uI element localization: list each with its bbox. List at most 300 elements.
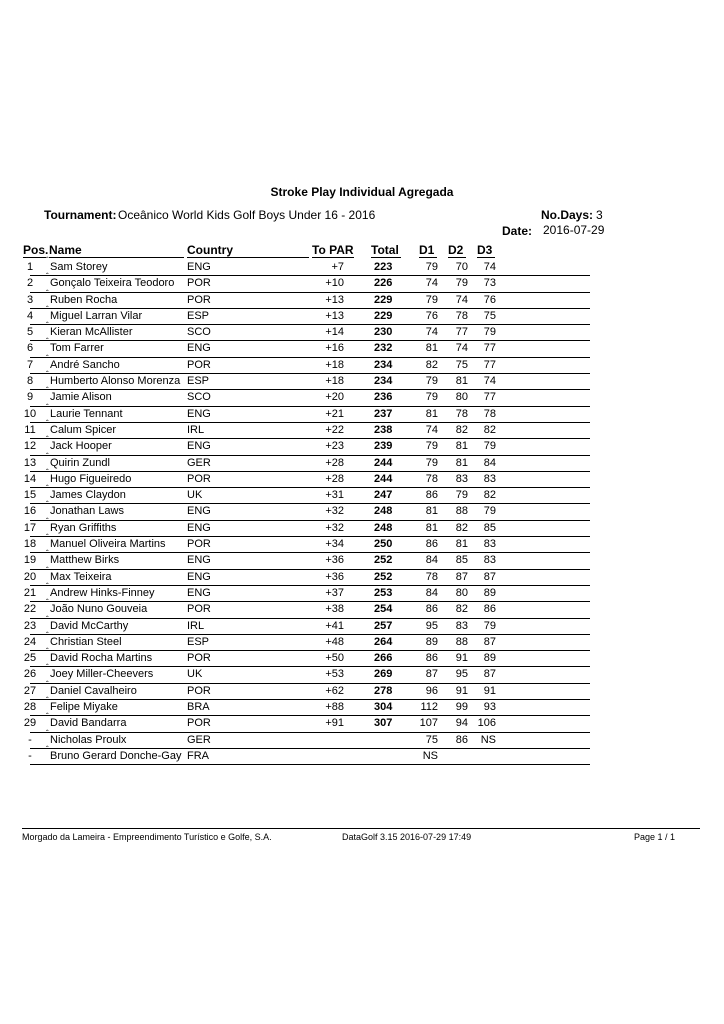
cell-total: 248 bbox=[374, 521, 393, 534]
cell-d3: 89 bbox=[483, 586, 496, 599]
cell-name: ˆ Max Teixeira bbox=[50, 571, 112, 583]
cell-pos: 6 bbox=[26, 342, 34, 355]
cell-total: 248 bbox=[374, 505, 393, 518]
cell-country: GER bbox=[187, 733, 211, 746]
cell-d2: 79 bbox=[455, 489, 468, 502]
cell-pos: 21 bbox=[23, 586, 37, 599]
cell-d1: 86 bbox=[425, 652, 438, 665]
cell-name: ˆ Joey Miller-Cheevers bbox=[50, 668, 153, 680]
cell-pos: 16 bbox=[23, 505, 37, 518]
cell-d2: 81 bbox=[455, 375, 468, 388]
cell-name: ˆ Matthew Birks bbox=[50, 554, 119, 566]
cell-d3: 77 bbox=[483, 342, 496, 355]
cell-d1: 78 bbox=[425, 570, 438, 583]
tournament-label: Tournament: bbox=[44, 208, 117, 222]
cell-topar: +48 bbox=[325, 635, 344, 648]
header-underline bbox=[419, 257, 437, 258]
cell-country: UK bbox=[187, 489, 203, 502]
cell-pos: 11 bbox=[24, 423, 36, 436]
cell-country: POR bbox=[187, 603, 211, 616]
cell-name: ˆ Daniel Cavalheiro bbox=[50, 685, 137, 697]
cell-d2: 99 bbox=[455, 701, 468, 714]
header-total: Total bbox=[371, 243, 399, 257]
cell-total: 232 bbox=[374, 342, 393, 355]
header-pos: Pos. bbox=[23, 243, 49, 257]
cell-name: ˆ Kieran McAllister bbox=[50, 326, 133, 338]
header-country: Country bbox=[187, 243, 233, 257]
date-value: 2016-07-29 bbox=[543, 223, 605, 237]
cell-country: ENG bbox=[187, 521, 211, 534]
cell-pos: 24 bbox=[23, 635, 37, 648]
cell-total: 264 bbox=[374, 635, 393, 648]
cell-d1: 84 bbox=[425, 554, 438, 567]
cell-name: ˆ Jonathan Laws bbox=[50, 505, 124, 517]
cell-topar: +21 bbox=[325, 407, 344, 420]
cell-country: POR bbox=[187, 472, 211, 485]
cell-country: ENG bbox=[187, 505, 211, 518]
header-underline bbox=[187, 257, 309, 258]
cell-total: 278 bbox=[374, 684, 393, 697]
cell-d2: 91 bbox=[455, 684, 468, 697]
cell-topar: +28 bbox=[325, 456, 344, 469]
cell-d2: 82 bbox=[455, 603, 468, 616]
table-row bbox=[26, 390, 590, 406]
footer-page: Page 1 / 1 bbox=[634, 832, 676, 842]
header-d3: D3 bbox=[477, 243, 493, 257]
cell-d3: 87 bbox=[483, 570, 496, 583]
cell-d2: 88 bbox=[455, 505, 468, 518]
cell-d3: 106 bbox=[477, 717, 496, 730]
table-row bbox=[26, 374, 590, 390]
cell-total: 230 bbox=[374, 326, 393, 339]
cell-d1: 82 bbox=[425, 358, 438, 371]
cell-d1: 107 bbox=[419, 717, 438, 730]
cell-topar: +62 bbox=[325, 684, 344, 697]
cell-topar: +32 bbox=[325, 505, 344, 518]
cell-topar: +53 bbox=[325, 668, 344, 681]
cell-pos: 13 bbox=[23, 456, 37, 469]
results-table bbox=[23, 260, 590, 765]
cell-d3: 82 bbox=[483, 489, 496, 502]
cell-name: ˆ Christian Steel bbox=[50, 636, 122, 648]
cell-total: 237 bbox=[374, 407, 393, 420]
cell-topar: +32 bbox=[325, 521, 344, 534]
cell-d3: 83 bbox=[483, 472, 496, 485]
cell-total: 307 bbox=[374, 717, 393, 730]
cell-d3: 93 bbox=[483, 701, 496, 714]
cell-pos: 9 bbox=[26, 391, 34, 404]
cell-total: 238 bbox=[374, 423, 393, 436]
cell-topar: +38 bbox=[325, 603, 344, 616]
cell-country: ESP bbox=[187, 309, 210, 322]
cell-total: 266 bbox=[374, 652, 393, 665]
cell-total: 239 bbox=[374, 440, 393, 453]
cell-pos: 29 bbox=[23, 717, 37, 730]
table-row bbox=[30, 749, 590, 765]
table-row bbox=[23, 667, 590, 683]
cell-name: ˆ Miguel Larran Vilar bbox=[50, 310, 142, 322]
cell-d1: 79 bbox=[425, 391, 438, 404]
cell-d3: 89 bbox=[483, 652, 496, 665]
table-row bbox=[26, 309, 590, 325]
cell-name: ˆ Andrew Hinks-Finney bbox=[50, 587, 155, 599]
cell-country: ENG bbox=[187, 261, 211, 273]
cell-country: ESP bbox=[187, 375, 210, 388]
cell-country: ENG bbox=[187, 570, 211, 583]
table-row bbox=[23, 602, 590, 618]
cell-name: ˆ Tom Farrer bbox=[50, 342, 104, 354]
table-row bbox=[26, 260, 590, 276]
cell-country: SCO bbox=[187, 326, 211, 339]
cell-topar: +37 bbox=[325, 586, 344, 599]
cell-d2: 70 bbox=[455, 261, 468, 273]
cell-country: ESP bbox=[187, 635, 210, 648]
cell-pos: 12 bbox=[23, 440, 37, 453]
cell-pos: 5 bbox=[26, 326, 34, 339]
cell-topar: +91 bbox=[325, 717, 344, 730]
header-underline bbox=[477, 257, 495, 258]
cell-d1: 86 bbox=[425, 603, 438, 616]
cell-d1: 95 bbox=[425, 619, 438, 632]
cell-name: ˆ David Bandarra bbox=[50, 717, 126, 729]
cell-d3: 87 bbox=[483, 635, 496, 648]
header-name: Name bbox=[49, 243, 82, 257]
cell-total: 254 bbox=[374, 603, 393, 616]
cell-d2: 78 bbox=[455, 407, 468, 420]
cell-name: ˆ Jack Hooper bbox=[50, 440, 112, 452]
cell-topar: +16 bbox=[325, 342, 344, 355]
header-underline bbox=[23, 257, 46, 258]
cell-pos: 27 bbox=[23, 684, 37, 697]
cell-name: ˆ André Sancho bbox=[50, 359, 120, 371]
cell-d3: 91 bbox=[483, 684, 496, 697]
cell-d2: 82 bbox=[455, 521, 468, 534]
cell-name: ˆ Bruno Gerard Donche-Gay bbox=[50, 750, 181, 762]
header-underline bbox=[371, 257, 401, 258]
cell-name: ˆ Felipe Miyake bbox=[50, 701, 118, 713]
cell-d1: 79 bbox=[425, 261, 438, 273]
cell-d3: 79 bbox=[483, 326, 496, 339]
cell-name: ˆ Sam Storey bbox=[50, 261, 107, 273]
cell-country: POR bbox=[187, 277, 211, 290]
cell-pos: 7 bbox=[26, 358, 34, 371]
header-underline bbox=[448, 257, 466, 258]
cell-d3: 74 bbox=[483, 261, 496, 273]
table-row bbox=[26, 276, 590, 292]
cell-d3: 76 bbox=[483, 293, 496, 306]
cell-country: ENG bbox=[187, 554, 211, 567]
table-row bbox=[26, 325, 590, 341]
cell-total: 226 bbox=[374, 277, 393, 290]
cell-d2: 82 bbox=[455, 423, 468, 436]
table-row bbox=[24, 423, 590, 439]
date-label: Date: bbox=[502, 224, 533, 238]
table-row bbox=[23, 635, 590, 651]
cell-pos: 26 bbox=[23, 668, 37, 681]
cell-pos: 1 bbox=[26, 261, 34, 273]
cell-pos: 19 bbox=[23, 554, 37, 567]
cell-d2: 74 bbox=[455, 293, 468, 306]
cell-country: ENG bbox=[187, 407, 211, 420]
cell-d3: 79 bbox=[483, 505, 496, 518]
cell-total: 253 bbox=[374, 586, 393, 599]
cell-pos: 20 bbox=[23, 570, 37, 583]
cell-total: 252 bbox=[374, 554, 393, 567]
cell-topar: +22 bbox=[325, 423, 344, 436]
cell-total: 229 bbox=[374, 309, 393, 322]
cell-total: 252 bbox=[374, 570, 393, 583]
cell-topar: +28 bbox=[325, 472, 344, 485]
cell-d1: 81 bbox=[425, 407, 438, 420]
cell-name: ˆ David McCarthy bbox=[50, 620, 128, 632]
cell-country: UK bbox=[187, 668, 203, 681]
table-row bbox=[23, 407, 590, 423]
cell-d1: 96 bbox=[425, 684, 438, 697]
cell-d2: 85 bbox=[455, 554, 468, 567]
cell-topar: +18 bbox=[325, 358, 344, 371]
table-row bbox=[23, 504, 590, 520]
cell-d2: 94 bbox=[455, 717, 468, 730]
cell-d3: 73 bbox=[483, 277, 496, 290]
cell-pos: 18 bbox=[23, 538, 37, 551]
cell-d2: 75 bbox=[455, 358, 468, 371]
cell-pos: - bbox=[28, 749, 32, 762]
cell-pos: 8 bbox=[26, 375, 34, 388]
cell-d3: 74 bbox=[483, 375, 496, 388]
cell-total: 223 bbox=[374, 261, 393, 273]
cell-name: ˆ João Nuno Gouveia bbox=[50, 603, 147, 615]
table-row bbox=[26, 293, 590, 309]
cell-name: ˆ Humberto Alonso Morenza bbox=[50, 375, 180, 387]
cell-country: SCO bbox=[187, 391, 211, 404]
table-row bbox=[30, 733, 590, 749]
report-title: Stroke Play Individual Agregada bbox=[270, 185, 454, 199]
cell-total: 229 bbox=[374, 293, 393, 306]
table-row bbox=[23, 651, 590, 667]
cell-pos: 28 bbox=[23, 701, 37, 714]
cell-total: 244 bbox=[374, 472, 393, 485]
cell-d2: 81 bbox=[455, 440, 468, 453]
cell-topar: +18 bbox=[325, 375, 344, 388]
cell-country: POR bbox=[187, 358, 211, 371]
cell-d3: 84 bbox=[483, 456, 496, 469]
cell-country: ENG bbox=[187, 342, 211, 355]
cell-country: POR bbox=[187, 293, 211, 306]
header-d2: D2 bbox=[448, 243, 464, 257]
cell-d1: NS bbox=[422, 749, 438, 762]
cell-d2: 79 bbox=[455, 277, 468, 290]
cell-d1: 74 bbox=[425, 277, 438, 290]
cell-topar: +20 bbox=[325, 391, 344, 404]
cell-d3: 77 bbox=[483, 358, 496, 371]
cell-topar: +10 bbox=[325, 277, 344, 290]
header-topar: To PAR bbox=[312, 243, 354, 257]
cell-country: POR bbox=[187, 652, 211, 665]
table-row bbox=[23, 537, 590, 553]
cell-country: POR bbox=[187, 717, 211, 730]
cell-name: ˆ Jamie Alison bbox=[50, 391, 112, 403]
table-row bbox=[23, 472, 590, 488]
cell-topar: +34 bbox=[325, 538, 344, 551]
cell-d2: 74 bbox=[455, 342, 468, 355]
cell-total: 236 bbox=[374, 391, 393, 404]
cell-total: 234 bbox=[374, 375, 393, 388]
table-row bbox=[23, 553, 590, 569]
cell-d3: NS bbox=[480, 733, 496, 746]
table-row bbox=[26, 341, 590, 357]
cell-topar: +36 bbox=[325, 570, 344, 583]
cell-d2: 86 bbox=[455, 733, 468, 746]
table-row bbox=[23, 521, 590, 537]
cell-pos: 14 bbox=[23, 472, 37, 485]
cell-d3: 75 bbox=[483, 309, 496, 322]
cell-total: 234 bbox=[374, 358, 393, 371]
cell-d3: 82 bbox=[483, 423, 496, 436]
cell-d3: 85 bbox=[483, 521, 496, 534]
cell-d3: 79 bbox=[483, 619, 496, 632]
table-row bbox=[23, 488, 590, 504]
cell-topar: +13 bbox=[325, 309, 344, 322]
cell-country: GER bbox=[187, 456, 211, 469]
cell-topar: +50 bbox=[325, 652, 344, 665]
cell-topar: +31 bbox=[325, 489, 344, 502]
table-row bbox=[23, 716, 590, 732]
cell-pos: 22 bbox=[23, 603, 37, 616]
footer-company: Morgado da Lameira - Empreendimento Turístico e Golfe, S.A. bbox=[22, 832, 272, 842]
cell-d3: 77 bbox=[483, 391, 496, 404]
cell-topar: +23 bbox=[325, 440, 344, 453]
cell-name: ˆ David Rocha Martins bbox=[50, 652, 152, 664]
table-row bbox=[23, 456, 590, 472]
cell-d1: 84 bbox=[425, 586, 438, 599]
cell-d2: 91 bbox=[455, 652, 468, 665]
cell-pos: 10 bbox=[23, 407, 37, 420]
header-underline bbox=[312, 257, 354, 258]
cell-pos: 2 bbox=[26, 277, 34, 290]
cell-d2: 78 bbox=[455, 309, 468, 322]
cell-pos: 4 bbox=[26, 309, 34, 322]
cell-pos: 15 bbox=[23, 489, 37, 502]
cell-name: ˆ Calum Spicer bbox=[50, 424, 116, 436]
header-d1: D1 bbox=[419, 243, 435, 257]
cell-pos: 25 bbox=[23, 652, 37, 665]
cell-topar: +88 bbox=[325, 701, 344, 714]
footer-software: DataGolf 3.15 2016-07-29 17:49 bbox=[342, 832, 472, 842]
cell-topar: +13 bbox=[325, 293, 344, 306]
cell-total: 250 bbox=[374, 538, 393, 551]
cell-topar: +14 bbox=[325, 326, 344, 339]
cell-name: ˆ Gonçalo Teixeira Teodoro bbox=[50, 277, 174, 289]
cell-total: 244 bbox=[374, 456, 393, 469]
cell-d1: 81 bbox=[425, 342, 438, 355]
cell-total: 269 bbox=[374, 668, 393, 681]
cell-topar: +41 bbox=[325, 619, 344, 632]
cell-d3: 78 bbox=[483, 407, 496, 420]
footer-divider bbox=[22, 828, 700, 829]
table-row bbox=[26, 358, 590, 374]
cell-d2: 80 bbox=[455, 391, 468, 404]
cell-d2: 81 bbox=[455, 538, 468, 551]
cell-d2: 88 bbox=[455, 635, 468, 648]
cell-total: 304 bbox=[374, 701, 393, 714]
days-value: 3 bbox=[596, 208, 603, 222]
cell-name: ˆ Laurie Tennant bbox=[50, 408, 123, 420]
table-row bbox=[23, 439, 590, 455]
cell-name: ˆ Ruben Rocha bbox=[50, 294, 117, 306]
cell-d2: 77 bbox=[455, 326, 468, 339]
cell-d1: 79 bbox=[425, 293, 438, 306]
cell-name: ˆ Hugo Figueiredo bbox=[50, 473, 131, 485]
cell-country: POR bbox=[187, 538, 211, 551]
cell-d3: 79 bbox=[483, 440, 496, 453]
cell-d2: 83 bbox=[455, 472, 468, 485]
cell-name: ˆ Ryan Griffiths bbox=[50, 522, 116, 534]
cell-topar: +7 bbox=[331, 261, 344, 273]
cell-d1: 74 bbox=[425, 326, 438, 339]
cell-d1: 112 bbox=[420, 701, 438, 714]
cell-country: IRL bbox=[187, 619, 205, 632]
cell-name: ˆ Quirin Zundl bbox=[50, 457, 110, 469]
cell-total: 247 bbox=[374, 489, 393, 502]
cell-name: ˆ Manuel Oliveira Martins bbox=[50, 538, 166, 550]
cell-d1: 74 bbox=[425, 423, 438, 436]
cell-d1: 76 bbox=[425, 309, 438, 322]
cell-d1: 86 bbox=[425, 489, 438, 502]
cell-d1: 86 bbox=[425, 538, 438, 551]
table-row bbox=[23, 619, 590, 635]
cell-d1: 79 bbox=[425, 440, 438, 453]
cell-d2: 87 bbox=[455, 570, 468, 583]
cell-d1: 78 bbox=[425, 472, 438, 485]
table-row bbox=[23, 570, 590, 586]
cell-d1: 87 bbox=[425, 668, 438, 681]
cell-name: ˆ Nicholas Proulx bbox=[50, 734, 126, 746]
cell-pos: 3 bbox=[26, 293, 34, 306]
table-row bbox=[23, 700, 590, 716]
cell-d1: 81 bbox=[425, 505, 438, 518]
cell-d1: 75 bbox=[425, 733, 438, 746]
cell-country: ENG bbox=[187, 586, 211, 599]
days-label: No.Days: bbox=[541, 208, 594, 222]
header-underline bbox=[49, 257, 184, 258]
cell-d2: 83 bbox=[455, 619, 468, 632]
cell-d1: 81 bbox=[425, 521, 438, 534]
cell-pos: 17 bbox=[23, 521, 37, 534]
cell-d3: 87 bbox=[483, 668, 496, 681]
table-row bbox=[23, 684, 590, 700]
cell-d1: 79 bbox=[425, 375, 438, 388]
cell-country: ENG bbox=[187, 440, 211, 453]
cell-d3: 83 bbox=[483, 554, 496, 567]
cell-country: IRL bbox=[187, 423, 205, 436]
cell-country: BRA bbox=[187, 701, 210, 714]
cell-name: ˆ James Claydon bbox=[50, 489, 126, 501]
cell-pos: 23 bbox=[23, 619, 37, 632]
cell-total: 257 bbox=[374, 619, 393, 632]
table-row bbox=[23, 586, 590, 602]
cell-d2: 81 bbox=[455, 456, 468, 469]
cell-d3: 86 bbox=[483, 603, 496, 616]
cell-d1: 89 bbox=[425, 635, 438, 648]
cell-topar: +36 bbox=[325, 554, 344, 567]
cell-country: FRA bbox=[187, 749, 209, 762]
cell-d2: 95 bbox=[455, 668, 468, 681]
cell-d3: 83 bbox=[483, 538, 496, 551]
cell-d1: 79 bbox=[425, 456, 438, 469]
tournament-name: Oceânico World Kids Golf Boys Under 16 - 2016 bbox=[118, 208, 376, 222]
cell-d2: 80 bbox=[455, 586, 468, 599]
cell-country: POR bbox=[187, 684, 211, 697]
